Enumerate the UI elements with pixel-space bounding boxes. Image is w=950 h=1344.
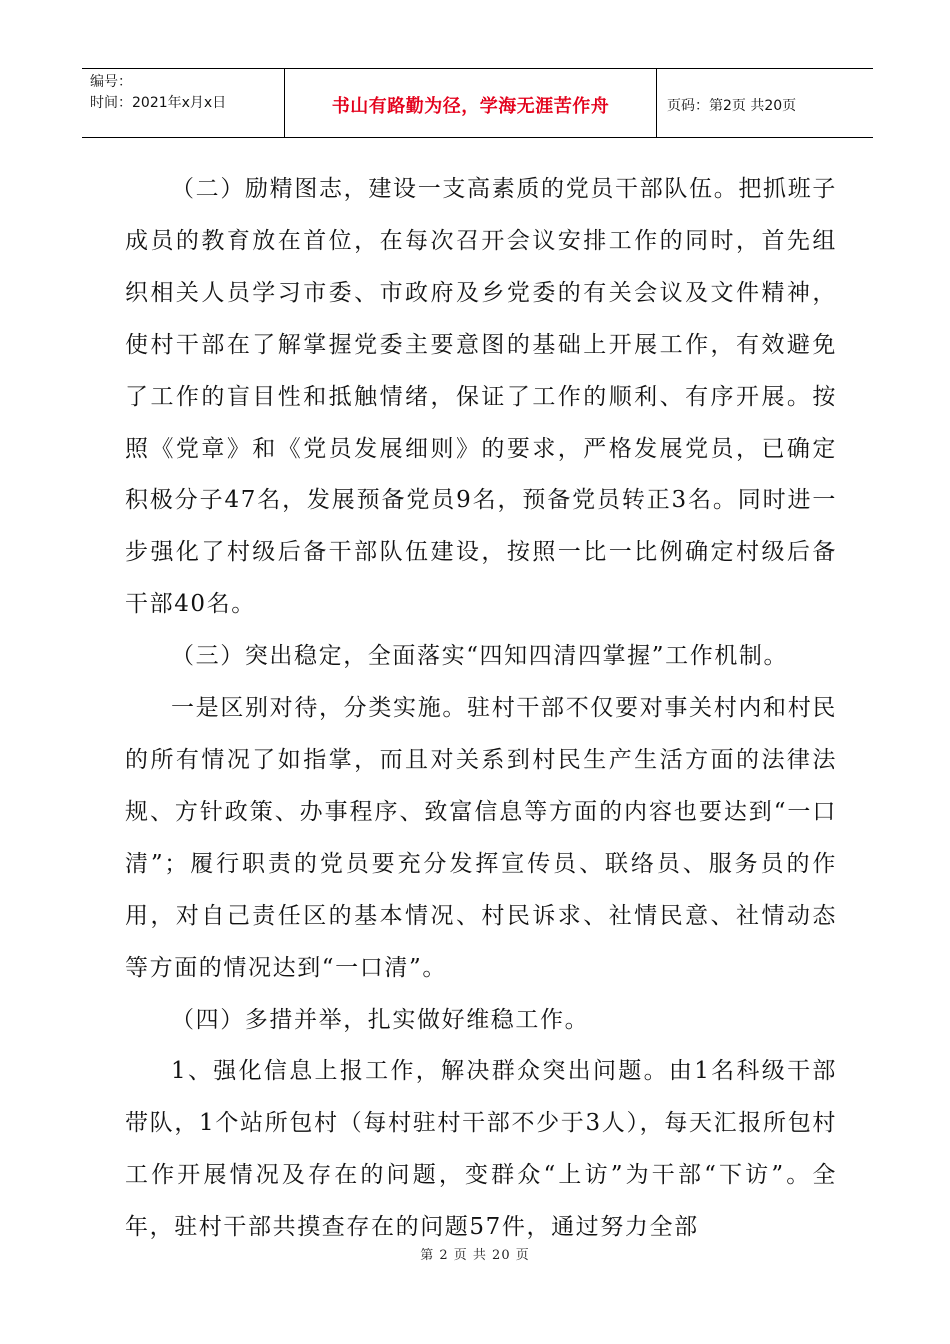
header-meta: [82, 69, 285, 137]
header-motto-cell: [285, 69, 657, 137]
document-body: [125, 164, 837, 1254]
page-footer: [0, 1244, 950, 1263]
header-page-info: 页码：第2页 共20页: [667, 97, 797, 114]
document-date-label: 时间：2021年x月x日: [90, 95, 227, 111]
section-heading: （四）多措并举，扎实做好维稳工作。: [171, 1006, 590, 1033]
header-page-cell: [657, 69, 873, 137]
document-number-label: 编号：: [90, 74, 132, 90]
footer-page-number: 第 2 页 共 20 页: [420, 1248, 530, 1263]
paragraph: （二）励精图志，建设一支高素质的党员干部队伍。把抓班子成员的教育放在首位，在每次召开会议安排工作的同时，首先组织相关人员学习市委、市政府及乡党委的有关会议及文件精神，使村干部在了解掌握党委主要意图的基础上开展工作，有效避免了工作的盲目性和抵触情绪，保证了工作的顺利、有序开展。按照《党章》和《党员发展细则》的要求，严格发展党员，已确定积极分子47名，发展预备党员9名，预备党员转正3名。同时进一步强化了村级后备干部队伍建设，按照一比一比例确定村级后备干部40名。: [125, 176, 837, 618]
paragraph: 一是区别对待，分类实施。驻村干部不仅要对事关村内和村民的所有情况了如指掌，而且对关系到村民生产生活方面的法律法规、方针政策、办事程序、致富信息等方面的内容也要达到“一口清”；履行职责的党员要充分发挥宣传员、联络员、服务员的作用，对自己责任区的基本情况、村民诉求、社情民意、社情动态等方面的情况达到“一口清”。: [125, 695, 837, 981]
header-motto: 书山有路勤为径，学海无涯苦作舟: [331, 96, 610, 117]
section-heading: （三）突出稳定，全面落实“四知四清四掌握”工作机制。: [171, 643, 789, 670]
page-header: [82, 68, 873, 138]
paragraph: 1、强化信息上报工作，解决群众突出问题。由1名科级干部带队，1个站所包村（每村驻村干部不少于3人），每天汇报所包村工作开展情况及存在的问题，变群众“上访”为干部“下访”。全年，驻村干部共摸查存在的问题57件，通过努力全部: [125, 1058, 837, 1241]
